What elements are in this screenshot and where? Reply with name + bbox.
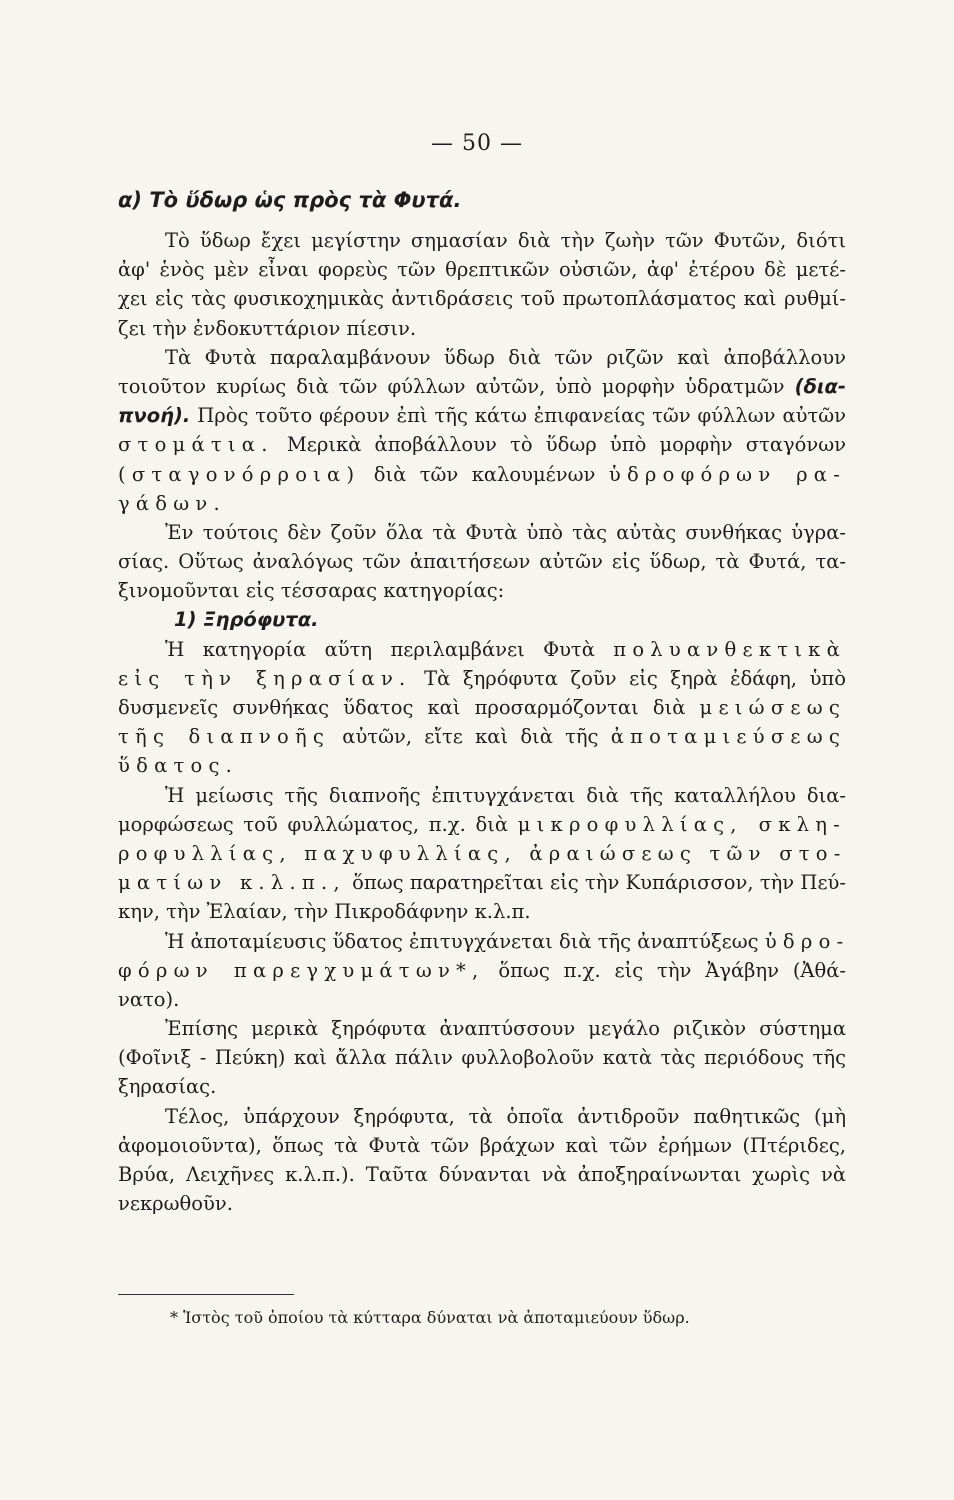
text-line xyxy=(118,868,846,897)
text-line: γάδων. xyxy=(118,491,226,515)
text-line: Τὸ ὕδωρ ἔχει μεγίστην σημασίαν διὰ τὴν ζωὴν τῶν Φυτῶν, διότι xyxy=(165,229,846,252)
text-line: Ἐπίσης μερικὰ ξηρόφυτα ἀναπτύσσουν μεγάλο ριζικὸν σύστημα xyxy=(165,1017,846,1041)
text-line: ξινομοῦνται εἰς τέσσαρας κατηγορίας: xyxy=(118,579,505,603)
body-text xyxy=(118,226,850,1218)
term-spaced: πολυανθεκτικὰ xyxy=(613,637,846,661)
text-span: τοιοῦτον κυρίως διὰ τῶν φύλλων αὐτῶν, ὑπὸ μορφὴν ὑδρατμῶν xyxy=(118,374,785,398)
text-line xyxy=(118,810,846,839)
text-line xyxy=(118,956,846,985)
text-line xyxy=(118,635,846,664)
text-line: ἀφ' ἑνὸς μὲν εἶναι φορεὺς τῶν θρεπτικῶν οὐσιῶν, ἀφ' ἑτέρου δὲ μετέ- xyxy=(118,258,846,282)
subheading: 1) Ξηρόφυτα. xyxy=(174,608,319,632)
text-line xyxy=(118,430,846,459)
text-span: Μερικὰ ἀποβάλλουν τὸ ὕδωρ ὑπὸ μορφὴν σταγόνων xyxy=(286,433,847,457)
term-spaced: ἀποταμιεύσεως xyxy=(610,725,847,749)
text-line: Τέλος, ὑπάρχουν ξηρόφυτα, τὰ ὁποῖα ἀντιδροῦν παθητικῶς (μὴ xyxy=(165,1104,846,1128)
text-line: Βρύα, Λειχῆνες κ.λ.π.). Ταῦτα δύνανται νὰ ἀποξηραίνωνται χωρὶς νὰ xyxy=(118,1163,846,1186)
term-spaced: μειώσεως xyxy=(699,696,847,719)
text-span: ὅπως π.χ. εἰς τὴν Ἀγάβην (Ἀθά- xyxy=(498,958,847,982)
page-number: — 50 — xyxy=(431,131,523,156)
text-line: κην, τὴν Ἐλαίαν, τὴν Πικροδάφνην κ.λ.π. xyxy=(118,900,531,924)
footnote-divider xyxy=(118,1294,294,1295)
footnote: * Ἱστὸς τοῦ ὁποίου τὰ κύτταρα δύναται νὰ ἀποταμιεύουν ὕδωρ. xyxy=(170,1308,690,1327)
text-line xyxy=(118,664,846,693)
term-spaced: ὑδροφόρων ρα- xyxy=(608,462,847,486)
text-line: (Φοῖνιξ - Πεύκη) καὶ ἄλλα πάλιν φυλλοβολοῦν κατὰ τὰς περιόδους τῆς xyxy=(118,1046,846,1070)
term-spaced: ὑδρο- xyxy=(764,929,850,953)
text-line: Ἐν τούτοις δὲν ζοῦν ὅλα τὰ Φυτὰ ὑπὸ τὰς αὐτὰς συνθήκας ὑγρα- xyxy=(165,520,846,544)
term-spaced: στομάτια. xyxy=(118,433,274,457)
text-span: δυσμενεῖς συνθήκας ὕδατος καὶ προσαρμόζονται διὰ xyxy=(118,696,686,719)
term-spaced: φόρων παρεγχυμάτων*, xyxy=(118,958,485,982)
text-line xyxy=(118,460,846,489)
text-line: Τὰ Φυτὰ παραλαμβάνουν ὕδωρ διὰ τῶν ριζῶν καὶ ἀποβάλλουν xyxy=(165,345,846,369)
text-span: Πρὸς τοῦτο φέρουν ἐπὶ τῆς κάτω ἐπιφανείας τῶν φύλλων αὐτῶν xyxy=(197,404,847,428)
section-heading: α) Τὸ ὕδωρ ὡς πρὸς τὰ Φυτά. xyxy=(118,188,462,212)
term-emphasis: (δια- xyxy=(794,374,846,398)
text-line: χει εἰς τὰς φυσικοχημικὰς ἀντιδράσεις τοῦ πρωτοπλάσματος καὶ ρυθμί- xyxy=(118,287,846,311)
text-span: Ἡ ἀποταμίευσις ὕδατος ἐπιτυγχάνεται διὰ τῆς ἀναπτύξεως xyxy=(165,929,759,953)
text-span: αὐτῶν, εἴτε καὶ διὰ τῆς xyxy=(342,725,599,749)
text-line: Ἡ μείωσις τῆς διαπνοῆς ἐπιτυγχάνεται διὰ τῆς καταλλήλου δια- xyxy=(165,783,846,807)
text-line xyxy=(118,372,846,401)
term-spaced: μικροφυλλίας, σκλη- xyxy=(517,812,846,836)
term-spaced: (σταγονόρροια) xyxy=(118,462,361,486)
text-line xyxy=(118,693,846,722)
text-line: σίας. Οὕτως ἀναλόγως τῶν ἀπαιτήσεων αὐτῶν εἰς ὕδωρ, τὰ Φυτά, τα- xyxy=(118,550,846,574)
term-spaced: ματίων κ.λ.π., xyxy=(118,871,346,895)
text-line: ροφυλλίας, παχυφυλλίας, ἀραιώσεως τῶν στο- xyxy=(118,841,847,865)
term-spaced: τῆς διαπνοῆς xyxy=(118,725,331,749)
text-span: Τὰ ξηρόφυτα ζοῦν εἰς ξηρὰ ἐδάφη, ὑπὸ xyxy=(424,666,846,690)
text-line: ὕδατος. xyxy=(118,754,239,778)
text-line xyxy=(118,927,850,956)
text-span: Ἡ κατηγορία αὕτη περιλαμβάνει Φυτὰ xyxy=(165,637,595,661)
text-line: ἀφομοιοῦντα), ὅπως τὰ Φυτὰ τῶν βράχων καὶ τῶν ἐρήμων (Πτέριδες, xyxy=(118,1133,846,1157)
text-span: μορφώσεως τοῦ φυλλώματος, π.χ. διὰ xyxy=(118,812,509,836)
text-line: νατο). xyxy=(118,987,180,1011)
text-line xyxy=(118,401,846,430)
text-line: νεκρωθοῦν. xyxy=(118,1192,233,1216)
text-line: ζει τὴν ἐνδοκυττάριον πίεσιν. xyxy=(118,316,417,340)
text-span: διὰ τῶν καλουμένων xyxy=(373,462,596,486)
text-span: ὅπως παρατηρεῖται εἰς τὴν Κυπάρισσον, τὴν Πεύ- xyxy=(352,871,846,895)
term-spaced: εἰς τὴν ξηρασίαν. xyxy=(118,666,412,690)
text-line: ξηρασίας. xyxy=(118,1075,217,1099)
text-line xyxy=(118,722,846,751)
term-emphasis: πνοή). xyxy=(118,404,191,428)
